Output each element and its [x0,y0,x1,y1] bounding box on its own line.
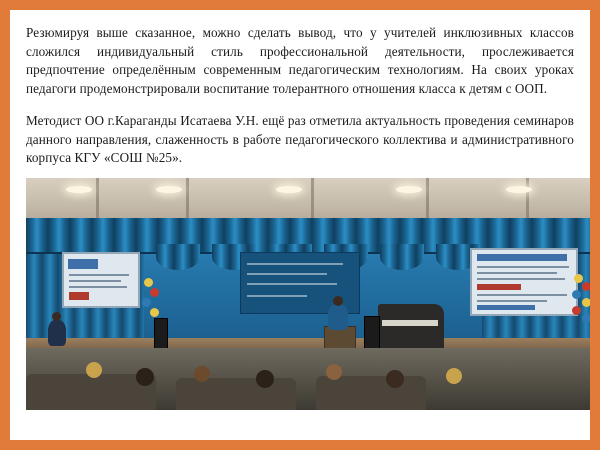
audience-seating [316,376,426,410]
paragraph-conclusion: Резюмируя выше сказанное, можно сделать вывод, что у учителей инклюзивных классов сложился индивидуальный стиль профессиональной деятельности, прослеживается предпочтение определённым современным педагогическим технологиям. На своих уроках педагоги продемонстрировали воспитание толерантного отношения класса к детям с ООП. [26,25,574,97]
projection-screen-left [62,252,140,308]
valance-scallop [156,244,200,270]
paragraph-methodist: Методист ОО г.Караганды Исатаева У.Н. ещё раз отметила актуальность проведения семинаров данного направления, слаженность в работе педагогического коллектива и административного корпуса КГУ «СОШ №25». [26,112,574,166]
audience-seating [176,378,296,410]
loudspeaker [154,318,168,350]
loudspeaker [364,316,380,352]
projection-screen-right [470,248,578,316]
piano [378,304,444,350]
slide-content [10,10,590,440]
attendee-standing [48,320,66,346]
valance-scallop [380,244,424,270]
presenter [328,304,348,330]
seminar-hall-photo [26,178,594,410]
